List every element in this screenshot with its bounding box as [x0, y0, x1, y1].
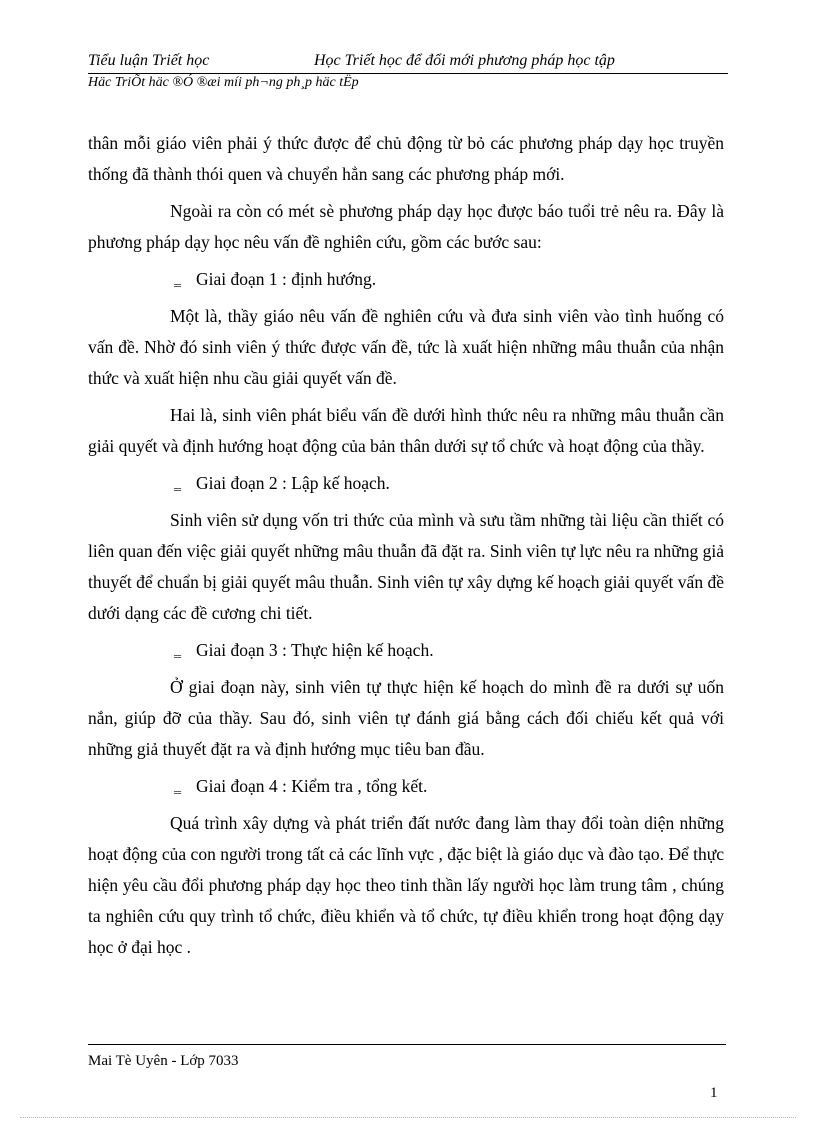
paragraph-5: Sinh viên sử dụng vốn tri thức của mình và sưu tầm những tài liệu cần thiết có liên quan đến việc giải quyết những mâu thuẫn đã đặt ra. Sinh viên tự lực nêu ra những giả thuyết để chuẩn bị giải quyết mâu thuẫn. Sinh viên tự xây dựng kế hoạch giải quyết vấn đề dưới dạng các đề cương chi tiết. [88, 510, 724, 623]
footer-rule [88, 1044, 726, 1045]
paragraph-7: Quá trình xây dựng và phát triển đất nước đang làm thay đổi toàn diện những hoạt động của con người trong tất cả các lĩnh vực , đặc biệt là giáo dục và đào tạo. Để thực hiện yêu cầu đổi phương pháp dạy học theo tinh thần lấy người học làm trung tâm , chúng ta nghiên cứu quy trình tổ chức, điều khiển và tổ chức, tự điều khiển trong hoạt động dạy học ở đại học . [88, 813, 724, 957]
header-left-title: Tiểu luận Triết học [88, 52, 210, 69]
bullet-marker: ‗ [174, 476, 181, 491]
paragraph-3: Một là, thầy giáo nêu vấn đề nghiên cứu và đưa sinh viên vào tình huống có vấn đề. Nhờ đó sinh viên ý thức được vấn đề, tức là xuất hiện những mâu thuẫn của nhận thức và xuất hiện nhu cầu giải quyết vấn đề. [88, 306, 724, 388]
page-number: 1 [710, 1085, 718, 1101]
paragraph-2: Ngoài ra còn có mét sè phương pháp dạy học được báo tuổi trẻ nêu ra. Đây là phương pháp dạy học nêu vấn đề nghiên cứu, gồm các bước sau: [88, 201, 724, 252]
document-body [88, 128, 724, 963]
header-right-title: Học Triết học để đổi mới phương pháp học tập [314, 52, 615, 69]
footer-author: Mai Tè Uyên - Lớp 7033 [88, 1053, 239, 1069]
page-bottom-border [20, 1117, 796, 1118]
paragraph-6: Ở giai đoạn này, sinh viên tự thực hiện kế hoạch do mình đề ra dưới sự uốn nắn, giúp đỡ của thầy. Sau đó, sinh viên tự đánh giá bằng cách đối chiếu kết quả với những giả thuyết đặt ra và định hướng mục tiêu ban đầu. [88, 677, 724, 759]
stage-4-text: Giai đoạn 4 : Kiểm tra , tổng kết. [196, 776, 428, 796]
paragraph-4: Hai là, sinh viên phát biểu vấn đề dưới hình thức nêu ra những mâu thuẫn cần giải quyết và định hướng hoạt động của bản thân dưới sự tổ chức và hoạt động của thầy. [88, 405, 724, 456]
stage-3-text: Giai đoạn 3 : Thực hiện kế hoạch. [196, 640, 434, 660]
paragraph-1: thân mỗi giáo viên phải ý thức được để chủ động từ bỏ các phương pháp dạy học truyền thống đã thành thói quen và chuyển hẳn sang các phương pháp mới. [88, 133, 724, 184]
header-garbled-title: Häc TriÕt häc ®Ó ®æi míi ph¬ng ph¸p häc tËp [88, 75, 359, 90]
stage-1 [88, 264, 724, 295]
bullet-marker: ‗ [174, 272, 181, 287]
page-header [88, 52, 728, 92]
bullet-marker: ‗ [174, 779, 181, 794]
bullet-marker: ‗ [174, 643, 181, 658]
stage-1-text: Giai đoạn 1 : định hướng. [196, 269, 377, 289]
stage-2 [88, 468, 724, 499]
stage-3 [88, 635, 724, 666]
stage-4 [88, 771, 724, 802]
stage-2-text: Giai đoạn 2 : Lập kế hoạch. [196, 473, 390, 493]
header-rule [88, 73, 728, 74]
